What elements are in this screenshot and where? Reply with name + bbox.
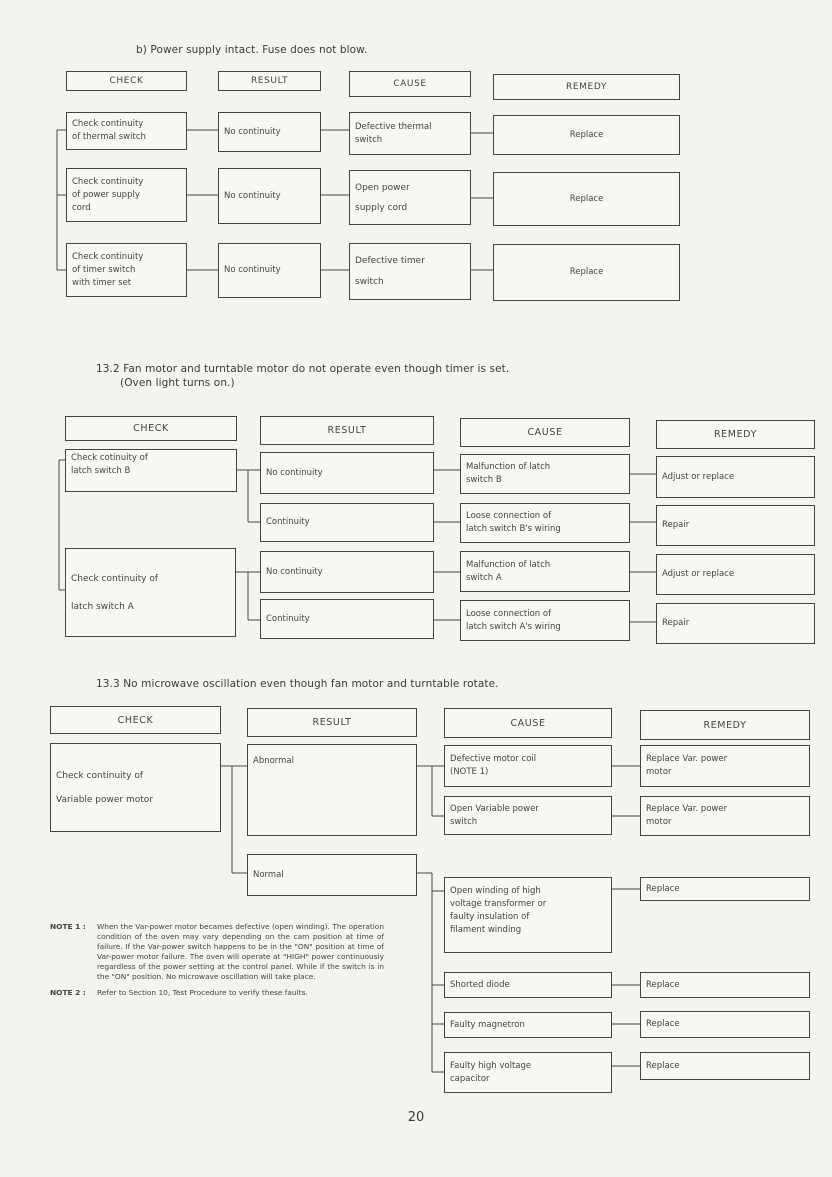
header-cause: CAUSE (460, 418, 630, 447)
check-latch-switch-a: Check continuity of latch switch A (65, 548, 236, 637)
result-abnormal: Abnormal (247, 744, 417, 836)
cause-open-power-supply-cord: Open power supply cord (349, 170, 471, 225)
header-cause: CAUSE (444, 708, 612, 738)
cause-faulty-hv-capacitor: Faulty high voltage capacitor (444, 1052, 612, 1093)
page-number: 20 (407, 1110, 425, 1125)
header-remedy: REMEDY (493, 74, 680, 100)
remedy-replace: Replace (640, 877, 810, 901)
cause-defective-timer-switch: Defective timer switch (349, 243, 471, 300)
note-2: NOTE 2 : Refer to Section 10, Test Procedure to verify these faults. (50, 988, 308, 997)
result-continuity: Continuity (260, 599, 434, 639)
remedy-adjust-or-replace: Adjust or replace (656, 456, 815, 498)
result-no-continuity: No continuity (218, 168, 321, 224)
result-no-continuity: No continuity (260, 551, 434, 593)
cause-open-variable-power-switch: Open Variable power switch (444, 796, 612, 835)
check-variable-power-motor: Check continuity of Variable power motor (50, 743, 221, 832)
result-no-continuity: No continuity (218, 243, 321, 298)
header-check: CHECK (66, 71, 187, 91)
remedy-replace: Replace (493, 115, 680, 155)
cause-loose-connection-a: Loose connection of latch switch A's wiring (460, 600, 630, 641)
remedy-replace: Replace (493, 172, 680, 226)
check-thermal-switch: Check continuity of thermal switch (66, 112, 187, 150)
result-normal: Normal (247, 854, 417, 896)
check-timer-switch: Check continuity of timer switch with timer set (66, 243, 187, 297)
cause-open-winding-transformer: Open winding of high voltage transformer or faulty insulation of filament winding (444, 877, 612, 953)
cause-defective-thermal-switch: Defective thermal switch (349, 112, 471, 155)
remedy-adjust-or-replace: Adjust or replace (656, 554, 815, 595)
cause-malfunction-latch-switch-b: Malfunction of latch switch B (460, 454, 630, 494)
notes (50, 922, 384, 1004)
header-remedy: REMEDY (656, 420, 815, 449)
header-result: RESULT (218, 71, 321, 91)
header-check: CHECK (50, 706, 221, 734)
section-13-3-title: 13.3 No microwave oscillation even though fan motor and turntable rotate. (96, 678, 499, 690)
remedy-replace-var-power-motor: Replace Var. power motor (640, 745, 810, 787)
header-check: CHECK (65, 416, 237, 441)
cause-defective-motor-coil: Defective motor coil (NOTE 1) (444, 745, 612, 787)
header-remedy: REMEDY (640, 710, 810, 740)
result-continuity: Continuity (260, 503, 434, 542)
header-result: RESULT (247, 708, 417, 737)
cause-faulty-magnetron: Faulty magnetron (444, 1012, 612, 1038)
remedy-replace-var-power-motor: Replace Var. power motor (640, 796, 810, 836)
remedy-repair: Repair (656, 505, 815, 546)
cause-malfunction-latch-switch-a: Malfunction of latch switch A (460, 551, 630, 592)
remedy-replace: Replace (640, 972, 810, 998)
section-b-title: b) Power supply intact. Fuse does not blow. (136, 44, 368, 56)
section-13-2-title: 13.2 Fan motor and turntable motor do not operate even though timer is set. (Oven light turns on.) (96, 363, 510, 389)
check-latch-switch-b: Check cotinuity of latch switch B (65, 449, 237, 492)
header-result: RESULT (260, 416, 434, 445)
remedy-replace: Replace (640, 1052, 810, 1080)
result-no-continuity: No continuity (218, 112, 321, 152)
note-1: NOTE 1 : When the Var-power motor becames defective (open winding). The operation condition of the oven may vary depending on the cam position at time of failure. If the Var-power switch happens to be in the "ON" position at time of Var-power motor failure. The oven will operate at "HIGH" power continuously regardless of the power setting at the control panel. While if the switch is in the "ON" position. No microwave oscillation will take place. (50, 922, 384, 981)
cause-shorted-diode: Shorted diode (444, 972, 612, 998)
remedy-replace: Replace (493, 244, 680, 301)
remedy-repair: Repair (656, 603, 815, 644)
header-cause: CAUSE (349, 71, 471, 97)
cause-loose-connection-b: Loose connection of latch switch B's wiring (460, 503, 630, 543)
check-power-supply-cord: Check continuity of power supply cord (66, 168, 187, 222)
remedy-replace: Replace (640, 1011, 810, 1038)
result-no-continuity: No continuity (260, 452, 434, 494)
